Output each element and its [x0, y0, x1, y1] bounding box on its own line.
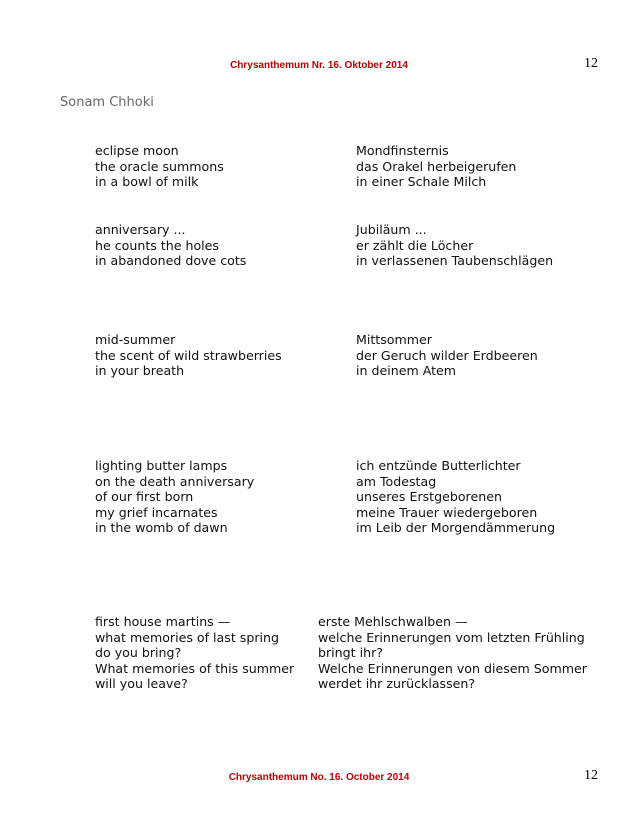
poem-line: Mittsommer [356, 332, 432, 347]
poem-line: the oracle summons [95, 158, 224, 174]
page-number-bottom: 12 [584, 768, 598, 783]
poem-line: das Orakel herbeigerufen [356, 158, 517, 174]
poem-line: he counts the holes [95, 237, 219, 253]
poem-line: do you bring? [95, 645, 182, 661]
poem-line: im Leib der Morgendämmerung [356, 520, 556, 536]
poem-line: Jubiläum ... [356, 222, 427, 237]
poem-line: in a bowl of milk [95, 174, 199, 190]
poem-line: meine Trauer wiedergeboren [356, 504, 538, 520]
poem-line: in verlassenen Taubenschlägen [356, 253, 554, 269]
poem-line: er zählt die Löcher [356, 237, 474, 253]
poem-line: mid-summer [95, 332, 176, 347]
poem-2-english [95, 222, 246, 269]
poem-line: in your breath [95, 363, 185, 379]
poem-line: lighting butter lamps [95, 458, 228, 473]
poem-line: of our first born [95, 489, 194, 505]
poem-5-english [95, 614, 294, 692]
poem-line: What memories of this summer [95, 660, 295, 676]
poem-3-english [95, 332, 282, 379]
poem-line: in the womb of dawn [95, 520, 228, 536]
poem-line: bringt ihr? [318, 645, 383, 661]
poem-line: on the death anniversary [95, 473, 255, 489]
poem-5-german [318, 614, 587, 692]
poem-line: will you leave? [95, 676, 188, 692]
journal-footer: Chrysanthemum No. 16. October 2014 [228, 772, 410, 783]
poem-line: unseres Erstgeborenen [356, 489, 502, 505]
poem-4-german [356, 458, 555, 536]
poem-line: eclipse moon [95, 143, 179, 158]
poem-3-german [356, 332, 538, 379]
poem-line: welche Erinnerungen vom letzten Frühling [318, 629, 585, 645]
journal-header: Chrysanthemum Nr. 16. Oktober 2014 [230, 60, 408, 71]
poem-line: werdet ihr zurücklassen? [318, 676, 476, 692]
poem-line: in deinem Atem [356, 363, 457, 379]
poem-line: in einer Schale Milch [356, 174, 487, 190]
poem-line: the scent of wild strawberries [95, 347, 282, 363]
poem-1-german [356, 143, 516, 190]
poem-1-english [95, 143, 224, 190]
poem-line: Mondfinsternis [356, 143, 449, 158]
poem-4-english [95, 458, 254, 536]
poem-line: what memories of last spring [95, 629, 279, 645]
poem-line: anniversary ... [95, 222, 186, 237]
poem-line: my grief incarnates [95, 504, 218, 520]
poem-line: Welche Erinnerungen von diesem Sommer [318, 660, 587, 676]
poem-line: am Todestag [356, 473, 437, 489]
author-name: Sonam Chhoki [60, 95, 154, 110]
poem-line: der Geruch wilder Erdbeeren [356, 347, 538, 363]
poem-2-german [356, 222, 553, 269]
poem-line: in abandoned dove cots [95, 253, 247, 269]
poem-line: ich entzünde Butterlichter [356, 458, 521, 473]
poem-line: erste Mehlschwalben — [318, 614, 468, 629]
page-number-top: 12 [584, 56, 598, 71]
poem-line: first house martins — [95, 614, 231, 629]
